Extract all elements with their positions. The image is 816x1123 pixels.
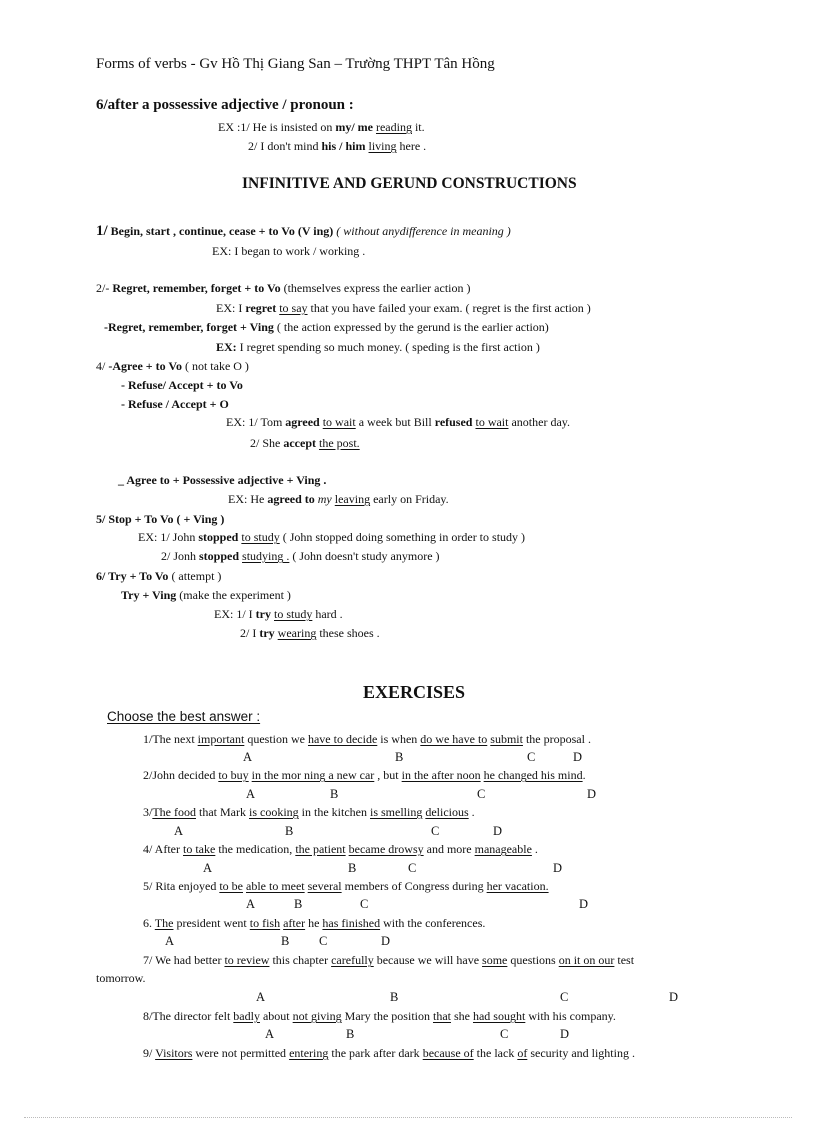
option-label: A [246, 787, 256, 801]
option-label: C [477, 787, 486, 801]
option-label: A [174, 824, 184, 838]
rule-6b: Try + Ving (make the experiment ) [121, 588, 291, 602]
option-label: D [560, 1027, 570, 1041]
option-label: C [319, 934, 328, 948]
rule-5a: 5/ Stop + To Vo ( + Ving ) [96, 512, 225, 526]
example-line: EX: 1/ I try to study hard . [214, 607, 343, 621]
rule-4d: _ Agree to + Possessive adjective + Ving . [118, 473, 327, 487]
example-line: 2/ I don't mind his / him living here . [248, 139, 427, 153]
question-2: 2/John decided to buy in the mor ning a new car , but in the after noon he changed his mind. [143, 768, 586, 782]
option-label: A [265, 1027, 275, 1041]
rule-1: 1/ Begin, start , continue, cease + to Vo (V ing) ( without anydifference in meaning ) [96, 223, 511, 239]
option-label: D [587, 787, 597, 801]
question-3: 3/The food that Mark is cooking in the kitchen is smelling delicious . [143, 805, 475, 819]
rule-2a: 2/- Regret, remember, forget + to Vo (themselves express the earlier action ) [96, 281, 471, 295]
option-label: B [390, 990, 399, 1004]
section-title: INFINITIVE AND GERUND CONSTRUCTIONS [242, 175, 577, 192]
option-label: C [431, 824, 440, 838]
option-label: A [165, 934, 175, 948]
option-label: A [256, 990, 266, 1004]
option-label: C [560, 990, 569, 1004]
page-header: Forms of verbs - Gv Hồ Thị Giang San – Trường THPT Tân Hồng [96, 56, 495, 72]
option-label: C [527, 750, 536, 764]
option-label: D [381, 934, 391, 948]
option-label: C [360, 897, 369, 911]
example-line: EX: 1/ Tom agreed to wait a week but Bill refused to wait another day. [226, 415, 571, 429]
option-label: B [285, 824, 294, 838]
instruction: Choose the best answer : [107, 709, 261, 724]
example-line: EX: He agreed to my leaving early on Friday. [228, 492, 449, 506]
option-label: D [573, 750, 583, 764]
option-label: B [281, 934, 290, 948]
question-6: 6. The president went to fish after he has finished with the conferences. [143, 916, 486, 930]
question-7: 7/ We had better to review this chapter carefully because we will have some questions on it on our test [143, 953, 635, 967]
exercises-title: EXERCISES [363, 682, 466, 702]
example-line: EX: I began to work / working . [212, 244, 366, 258]
page-bottom-border [24, 1117, 792, 1118]
question-9: 9/ Visitors were not permitted entering the park after dark because of the lack of security and lighting . [143, 1046, 635, 1060]
question-1: 1/The next important question we have to decide is when do we have to submit the proposal . [143, 732, 591, 746]
example-line: EX :1/ He is insisted on my/ me reading it. [218, 120, 425, 134]
rule-4c: - Refuse / Accept + O [121, 397, 229, 411]
option-label: A [246, 897, 256, 911]
example-line: EX: 1/ John stopped to study ( John stopped doing something in order to study ) [138, 530, 526, 544]
rule-6a: 6/ Try + To Vo ( attempt ) [96, 569, 222, 583]
option-label: C [500, 1027, 509, 1041]
option-label: B [348, 861, 357, 875]
rule-6-heading: 6/after a possessive adjective / pronoun : [96, 97, 354, 113]
example-line: 2/ Jonh stopped studying . ( John doesn't study anymore ) [161, 549, 440, 563]
question-8: 8/The director felt badly about not giving Mary the position that she had sought with his company. [143, 1009, 616, 1023]
option-label: C [408, 861, 417, 875]
option-label: A [243, 750, 253, 764]
example-line: 2/ She accept the post. [250, 436, 360, 450]
example-line: EX: I regret to say that you have failed your exam. ( regret is the first action ) [216, 301, 591, 315]
rule-4a: 4/ -Agree + to Vo ( not take O ) [96, 359, 249, 373]
question-4: 4/ After to take the medication, the patient became drowsy and more manageable . [143, 842, 538, 856]
rule-2b: -Regret, remember, forget + Ving ( the action expressed by the gerund is the earlier action) [104, 320, 549, 334]
option-label: D [553, 861, 563, 875]
option-label: B [294, 897, 303, 911]
option-label: D [669, 990, 679, 1004]
option-label: B [330, 787, 339, 801]
question-7-continued: tomorrow. [96, 971, 146, 985]
question-5: 5/ Rita enjoyed to be able to meet several members of Congress during her vacation. [143, 879, 549, 893]
example-line: EX: I regret spending so much money. ( speding is the first action ) [216, 340, 540, 354]
rule-4b: - Refuse/ Accept + to Vo [121, 378, 243, 392]
option-label: D [579, 897, 589, 911]
option-label: B [395, 750, 404, 764]
option-label: D [493, 824, 503, 838]
option-label: B [346, 1027, 355, 1041]
example-line: 2/ I try wearing these shoes . [240, 626, 380, 640]
option-label: A [203, 861, 213, 875]
